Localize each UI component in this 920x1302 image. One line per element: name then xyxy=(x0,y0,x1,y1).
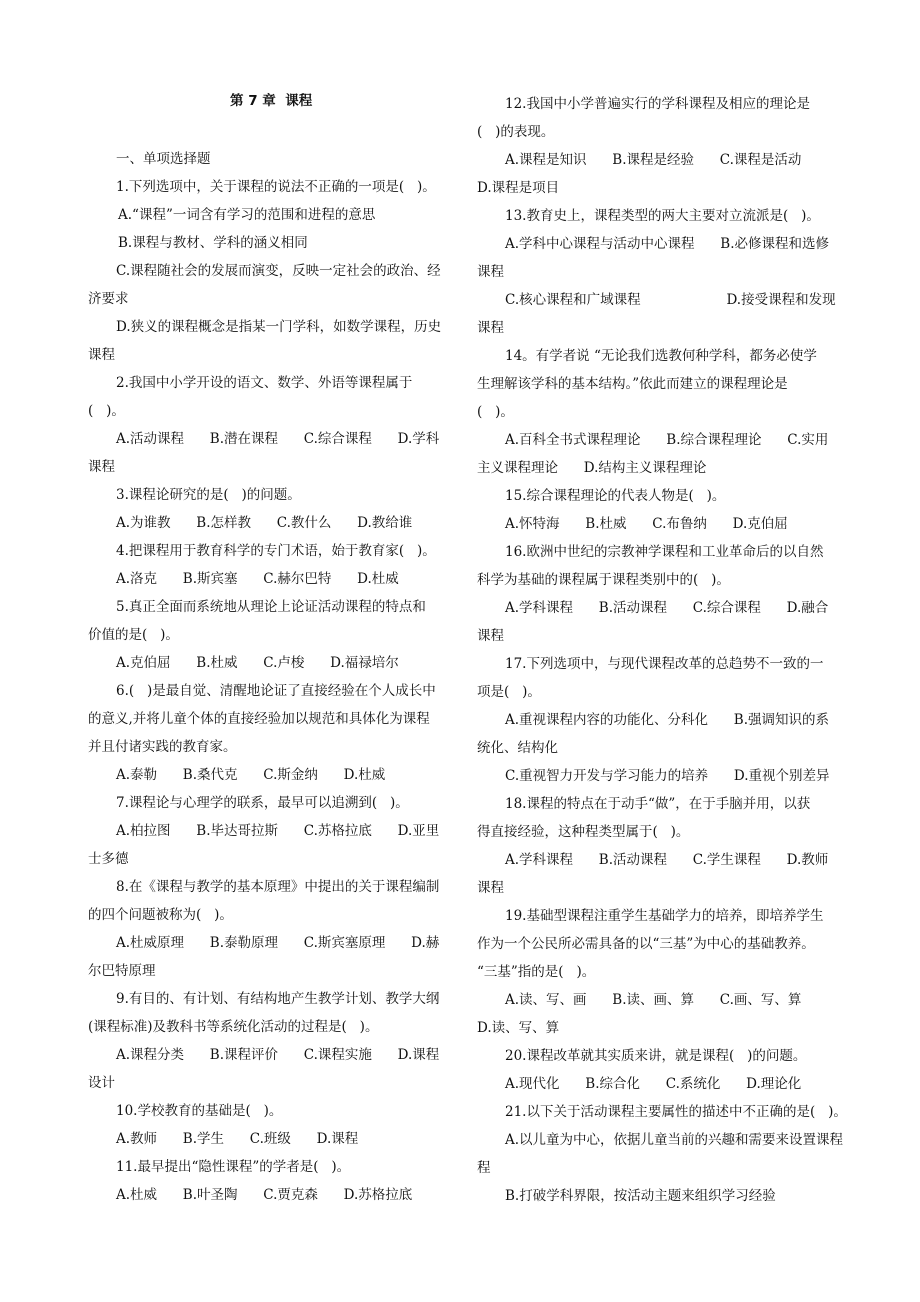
text-line: 济要求 xyxy=(88,291,129,307)
text-line: 的四个问题被称为( )。 xyxy=(88,907,233,923)
text-line: A.克伯屈 B.杜威 C.卢梭 D.福禄培尔 xyxy=(116,655,399,671)
text-line: A.现代化 B.综合化 C.系统化 D.理论化 xyxy=(505,1076,802,1092)
text-line: 士多德 xyxy=(88,851,129,867)
text-line: A.活动课程 B.潜在课程 C.综合课程 D.学科 xyxy=(116,431,440,447)
text-line: A.洛克 B.斯宾塞 C.赫尔巴特 D.杜威 xyxy=(116,571,399,587)
text-line: 11.最早提出“隐性课程”的学者是( )。 xyxy=(116,1159,351,1175)
text-line: B.课程与教材、学科的涵义相同 xyxy=(118,235,308,251)
text-line: 4.把课程用于教育科学的专门术语，始于教育家( )。 xyxy=(116,543,436,559)
text-line: A.课程分类 B.课程评价 C.课程实施 D.课程 xyxy=(116,1047,440,1063)
text-line: ( )。 xyxy=(88,403,125,419)
text-line: 作为一个公民所必需具备的以“三基”为中心的基础教养。 xyxy=(477,936,815,952)
text-line: A.百科全书式课程理论 B.综合课程理论 C.实用 xyxy=(505,432,829,448)
text-line: 12.我国中小学普遍实行的学科课程及相应的理论是 xyxy=(505,96,810,112)
chapter-title: 第 7 章 课程 xyxy=(230,93,313,109)
text-line: A.教师 B.学生 C.班级 D.课程 xyxy=(116,1131,359,1147)
text-line: 统化、结构化 xyxy=(477,740,558,756)
text-line: A.学科中心课程与活动中心课程 B.必修课程和选修 xyxy=(505,236,829,252)
text-line: 课程 xyxy=(88,459,115,475)
text-line: 设计 xyxy=(88,1075,115,1091)
text-line: D.课程是项目 xyxy=(477,180,560,196)
text-line: 16.欧洲中世纪的宗教神学课程和工业革命后的以自然 xyxy=(505,544,824,560)
text-line: “三基”指的是( )。 xyxy=(477,964,596,980)
text-line: 尔巴特原理 xyxy=(88,963,156,979)
text-line: C.核心课程和广域课程 D.接受课程和发现 xyxy=(505,292,836,308)
text-line: 9.有目的、有计划、有结构地产生教学计划、教学大纲 xyxy=(116,991,440,1007)
text-line: 课程 xyxy=(88,347,115,363)
text-line: 13.教育史上，课程类型的两大主要对立流派是( )。 xyxy=(505,208,820,224)
text-line: 的意义,并将儿童个体的直接经验加以规范和具体化为课程 xyxy=(88,711,430,727)
text-line: (课程标准)及教科书等系统化活动的过程是( )。 xyxy=(88,1019,379,1035)
text-line: D.狭义的课程概念是指某一门学科，如数学课程，历史 xyxy=(116,319,442,335)
text-line: 8.在《课程与教学的基本原理》中提出的关于课程编制 xyxy=(116,879,440,895)
text-line: 15.综合课程理论的代表人物是( )。 xyxy=(505,488,726,504)
text-line: 10.学校教育的基础是( )。 xyxy=(116,1103,283,1119)
text-line: A.重视课程内容的功能化、分科化 B.强调知识的系 xyxy=(505,712,829,728)
text-line: B.打破学科界限，按活动主题来组织学习经验 xyxy=(505,1188,776,1204)
text-line: A.柏拉图 B.毕达哥拉斯 C.苏格拉底 D.亚里 xyxy=(116,823,440,839)
text-line: 14。有学者说 “无论我们选教何种学科，都务必使学 xyxy=(505,348,817,364)
text-line: 17.下列选项中，与现代课程改革的总趋势不一致的一 xyxy=(505,656,824,672)
text-line: ( )的表现。 xyxy=(477,124,555,140)
text-line: 19.基础型课程注重学生基础学力的培养，即培养学生 xyxy=(505,908,824,924)
section-heading: 一、单项选择题 xyxy=(116,151,211,167)
text-line: 6.( )是最自觉、清醒地论证了直接经验在个人成长中 xyxy=(116,683,436,699)
text-line: 课程 xyxy=(477,880,504,896)
text-line: 2.我国中小学开设的语文、数学、外语等课程属于 xyxy=(116,375,413,391)
text-line: A.怀特海 B.杜威 C.布鲁纳 D.克伯屈 xyxy=(505,516,788,532)
text-line: 5.真正全面而系统地从理论上论证活动课程的特点和 xyxy=(116,599,426,615)
text-line: 主义课程理论 D.结构主义课程理论 xyxy=(477,460,707,476)
text-line: 得直接经验，这种程类型属于( )。 xyxy=(477,824,690,840)
text-line: A.杜威原理 B.泰勒原理 C.斯宾塞原理 D.赫 xyxy=(116,935,440,951)
text-line: A.“课程”一词含有学习的范围和进程的意思 xyxy=(118,207,376,223)
text-line: A.杜威 B.叶圣陶 C.贾克森 D.苏格拉底 xyxy=(116,1187,413,1203)
text-line: A.为谁教 B.怎样教 C.教什么 D.教给谁 xyxy=(116,515,413,531)
text-line: 程 xyxy=(477,1160,491,1176)
text-line: 课程 xyxy=(477,320,504,336)
text-line: 课程 xyxy=(477,264,504,280)
text-line: 1.下列选项中，关于课程的说法不正确的一项是( )。 xyxy=(116,179,436,195)
text-line: D.读、写、算 xyxy=(477,1020,560,1036)
text-line: 项是( )。 xyxy=(477,684,541,700)
text-line: A.读、写、画 B.读、画、算 C.画、写、算 xyxy=(505,992,802,1008)
text-line: 18.课程的特点在于动手“做”，在于手脑并用，以获 xyxy=(505,796,811,812)
text-line: 并且付诸实践的教育家。 xyxy=(88,739,237,755)
text-line: A.学科课程 B.活动课程 C.综合课程 D.融合 xyxy=(505,600,829,616)
text-line: 20.课程改革就其实质来讲，就是课程( )的问题。 xyxy=(505,1048,807,1064)
text-line: 价值的是( )。 xyxy=(88,627,179,643)
text-line: 7.课程论与心理学的联系，最早可以追溯到( )。 xyxy=(116,795,409,811)
text-line: C.重视智力开发与学习能力的培养 D.重视个别差异 xyxy=(505,768,830,784)
text-line: 科学为基础的课程属于课程类别中的( )。 xyxy=(477,572,730,588)
text-line: C.课程随社会的发展而演变，反映一定社会的政治、经 xyxy=(116,263,441,279)
text-line: A.以儿童为中心，依据儿童当前的兴趣和需要来设置课程 xyxy=(505,1132,844,1148)
text-line: 课程 xyxy=(477,628,504,644)
text-line: 生理解该学科的基本结构。”依此而建立的课程理论是 xyxy=(477,376,788,392)
text-line: A.学科课程 B.活动课程 C.学生课程 D.教师 xyxy=(505,852,829,868)
text-line: 3.课程论研究的是( )的问题。 xyxy=(116,487,301,503)
text-line: A.课程是知识 B.课程是经验 C.课程是活动 xyxy=(505,152,802,168)
text-line: ( )。 xyxy=(477,404,514,420)
text-line: A.泰勒 B.桑代克 C.斯金纳 D.杜威 xyxy=(116,767,386,783)
text-line: 21.以下关于活动课程主要属性的描述中不正确的是( )。 xyxy=(505,1104,847,1120)
